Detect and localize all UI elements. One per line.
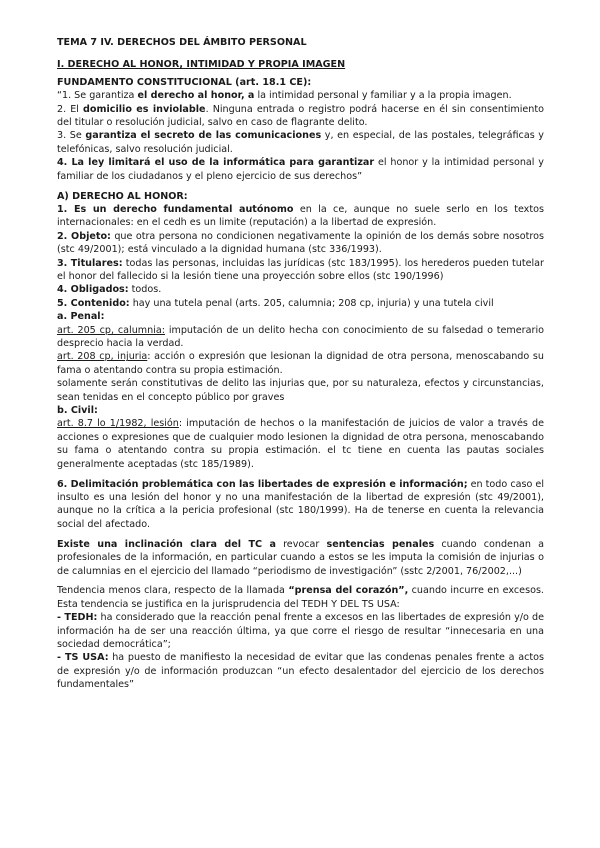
underlined-run: art. 8.7 lo 1/1982, lesión: [57, 418, 179, 430]
honor-heading: A) DERECHO AL HONOR:: [57, 190, 188, 202]
penal-graves: solamente serán constitutivas de delito las injurias que, por su naturaleza, efectos y circunstancias, sean tenidas en el concepto público por graves: [57, 378, 544, 403]
fundamento-paragraph-3: [57, 129, 544, 156]
civil-heading: b. Civil:: [57, 405, 98, 417]
honor-item-6: [57, 478, 544, 532]
text-run: la intimidad personal y familiar y a la propia imagen.: [254, 90, 512, 102]
text-run: ha puesto de manifiesto la necesidad de evitar que las condenas penales frente a actos de expresión y/o de información produzcan “un efecto desalentador del ejercicio de los derechos fundamentales”: [57, 652, 544, 691]
civil-lesion: [57, 417, 544, 471]
bold-run: 3. Titulares:: [57, 257, 123, 269]
fundamento-paragraph-2: [57, 103, 544, 130]
honor-item-3: [57, 257, 544, 284]
section-title: I. DERECHO AL HONOR, INTIMIDAD Y PROPIA IMAGEN: [57, 59, 346, 71]
text-run: “1. Se garantiza: [57, 90, 138, 102]
text-run: que otra persona no condicionen negativamente la opinión de los demás sobre nosotros (stc 49/2001); está vinculado a la dignidad humana (stc 336/1993).: [57, 230, 545, 256]
bold-run: sentencias penales: [326, 538, 435, 550]
text-run: : acción o expresión que lesionan la dignidad de otra persona, menoscabando su fama o atentando contra su propia estimación.: [57, 351, 544, 376]
text-run: : imputación de hechos o la manifestación de juicios de valor a través de acciones o expresiones que de cualquier modo lesionen la dignidad de otra persona, menoscabando su fama o atentando contra su propia estimación. el tc tiene en cuenta las pautas sociales generalmente aceptadas (stc 185/1989).: [57, 418, 544, 470]
text-run: ha considerado que la reacción penal frente a excesos en las libertades de expresión y/o de información ha de ser una reacción última, ya que corre el riesgo de resultar “innecesaria en una sociedad democrática”;: [57, 612, 544, 651]
bold-run: 6. Delimitación problemática con las libertades de expresión e información;: [57, 478, 468, 490]
honor-item-4: [57, 283, 544, 296]
honor-item-5: [57, 297, 544, 310]
text-run: y, en especial, de las postales, telegráficas y telefónicas, salvo resolución judicial.: [57, 130, 544, 155]
bold-run: “prensa del corazón”,: [288, 585, 409, 597]
bold-run: - TEDH:: [57, 612, 98, 624]
penal-calumnia: [57, 324, 544, 351]
tendencia-tedh: [57, 611, 544, 651]
bold-run: 2. Objeto:: [57, 230, 111, 242]
bold-run: 4. Obligados:: [57, 284, 129, 296]
text-run: en la ce, aunque no suele serlo en los textos internacionales: en el cedh es un limite (reputación) a la libertad de expresión.: [57, 203, 544, 229]
fundamento-paragraph-4: [57, 156, 544, 183]
text-run: el honor y la intimidad personal y familiar de los ciudadanos y el pleno ejercicio de sus derechos”: [57, 157, 544, 182]
honor-item-1: [57, 203, 544, 230]
bold-run: 5. Contenido:: [57, 297, 130, 309]
text-run: 3. Se: [57, 130, 86, 142]
fundamento-heading: FUNDAMENTO CONSTITUCIONAL (art. 18.1 CE):: [57, 76, 312, 88]
text-run: todos.: [128, 284, 162, 296]
text-run: Tendencia menos clara, respecto de la llamada: [57, 585, 289, 597]
penal-injuria: [57, 350, 544, 377]
text-run: 2. El: [57, 103, 84, 115]
text-run: en todo caso el insulto es una lesión del honor y no una manifestación de la libertad de expresión (stc 49/2001), aunque no la crítica a la pericia profesional (stc 180/1999). Ha de tenerse en cuenta la relevancia social del afectado.: [57, 478, 544, 530]
text-run: cuando incurre en excesos. Esta tendencia se justifica en la jurisprudencia del TEDH Y DEL TS USA:: [57, 585, 544, 610]
underlined-run: art. 208 cp, injuria: [57, 351, 148, 363]
text-run: todas las personas, incluidas las jurídicas (stc 183/1995). los herederos pueden tutelar el honor del fallecido si la lesión tiene una proyección sobre ellos (stc 190/1996): [57, 257, 544, 282]
fundamento-paragraph-1: [57, 89, 544, 102]
bold-run: Existe una inclinación clara del TC a: [57, 538, 276, 550]
text-run: . Ninguna entrada o registro podrá hacerse en él sin consentimiento del titular o resolución judicial, salvo en caso de flagrante delito.: [57, 103, 544, 129]
tendencia-ts-usa: [57, 651, 544, 691]
text-run: cuando condenan a profesionales de la información, en particular cuando a estos se les imputa la comisión de injurias o de calumnias en el ejercicio del llamado “periodismo de investigación” (sstc 2/2001, 76/2002,...): [57, 538, 545, 577]
penal-heading: a. Penal:: [57, 311, 105, 323]
text-run: imputación de un delito hecha con conocimiento de su falsedad o temerario desprecio hacia la verdad.: [57, 324, 544, 350]
underlined-run: art. 205 cp, calumnia:: [57, 324, 165, 336]
text-run: revocar: [275, 538, 327, 550]
bold-run: el derecho al honor, a: [137, 90, 255, 102]
bold-run: 1. Es un derecho fundamental autónomo: [57, 203, 294, 215]
inclinacion-paragraph: [57, 538, 544, 578]
honor-item-2: [57, 230, 544, 257]
bold-run: - TS USA:: [57, 652, 109, 664]
text-run: hay una tutela penal (arts. 205, calumnia; 208 cp, injuria) y una tutela civil: [129, 297, 494, 309]
tendencia-paragraph: [57, 584, 544, 611]
page-title: TEMA 7 IV. DERECHOS DEL ÁMBITO PERSONAL: [57, 37, 307, 48]
bold-run: garantiza el secreto de las comunicaciones: [85, 130, 322, 142]
bold-run: domicilio es inviolable: [83, 103, 206, 115]
bold-run: 4. La ley limitará el uso de la informática para garantizar: [57, 157, 375, 169]
